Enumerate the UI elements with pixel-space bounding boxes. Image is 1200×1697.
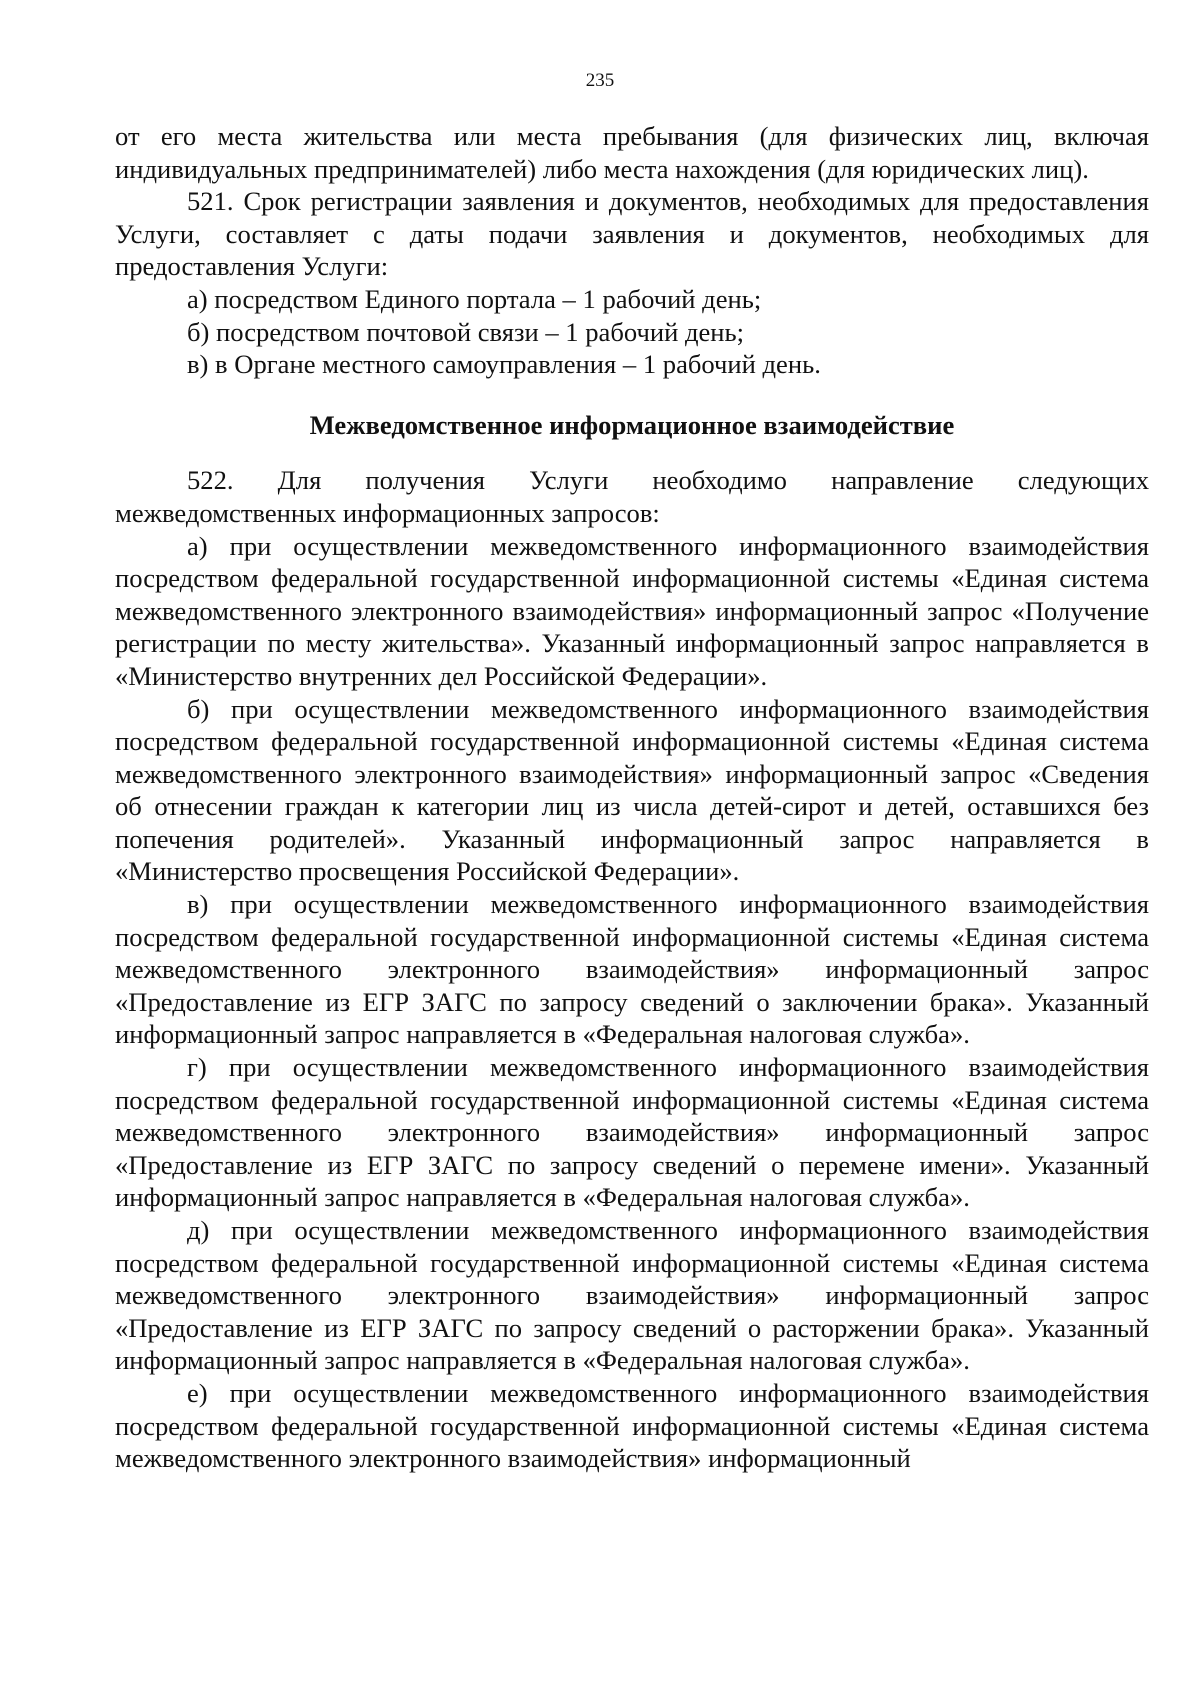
request-item-g: г) при осуществлении межведомственного информационного взаимодействия посредством федеральной государственной информационной системы «Единая система межведомственного электронного взаимодействия» информационный запрос «Предоставление из ЕГР ЗАГС по запросу сведений о перемене имени». Указанный информационный запрос направляется в «Федеральная налоговая служба».	[115, 1052, 1149, 1213]
document-body	[115, 120, 1149, 1475]
page-number: 235	[585, 70, 615, 91]
list-item-b: б) посредством почтовой связи – 1 рабочий день;	[187, 316, 745, 347]
request-item-b: б) при осуществлении межведомственного информационного взаимодействия посредством федеральной государственной информационной системы «Единая система межведомственного электронного взаимодействия» информационный запрос «Сведения об отнесении граждан к категории лиц из числа детей-сирот и детей, оставшихся без попечения родителей». Указанный информационный запрос направляется в «Министерство просвещения Российской Федерации».	[115, 693, 1149, 887]
request-item-e: е) при осуществлении межведомственного информационного взаимодействия посредством федеральной государственной информационной системы «Единая система межведомственного электронного взаимодействия» информационный	[115, 1377, 1149, 1474]
paragraph-continuation: от его места жительства или места пребывания (для физических лиц, включая индивидуальных предпринимателей) либо места нахождения (для юридических лиц).	[115, 121, 1149, 184]
paragraph-522: 522. Для получения Услуги необходимо направление следующих межведомственных информационных запросов:	[115, 465, 1149, 528]
request-item-d: д) при осуществлении межведомственного информационного взаимодействия посредством федеральной государственной информационной системы «Единая система межведомственного электронного взаимодействия» информационный запрос «Предоставление из ЕГР ЗАГС по запросу сведений о расторжении брака». Указанный информационный запрос направляется в «Федеральная налоговая служба».	[115, 1215, 1149, 1376]
section-heading: Межведомственное информационное взаимодействие	[309, 409, 955, 440]
request-item-v: в) при осуществлении межведомственного информационного взаимодействия посредством федеральной государственной информационной системы «Единая система межведомственного электронного взаимодействия» информационный запрос «Предоставление из ЕГР ЗАГС по запросу сведений о заключении брака». Указанный информационный запрос направляется в «Федеральная налоговая служба».	[115, 889, 1149, 1050]
paragraph-521: 521. Срок регистрации заявления и документов, необходимых для предоставления Услуги, составляет с даты подачи заявления и документов, необходимых для предоставления Услуги:	[115, 186, 1149, 282]
list-item-a: а) посредством Единого портала – 1 рабочий день;	[187, 283, 762, 314]
list-item-v: в) в Органе местного самоуправления – 1 рабочий день.	[187, 349, 821, 380]
request-item-a: а) при осуществлении межведомственного информационного взаимодействия посредством федеральной государственной информационной системы «Единая система межведомственного электронного взаимодействия» информационный запрос «Получение регистрации по месту жительства». Указанный информационный запрос направляется в «Министерство внутренних дел Российской Федерации».	[115, 530, 1149, 691]
